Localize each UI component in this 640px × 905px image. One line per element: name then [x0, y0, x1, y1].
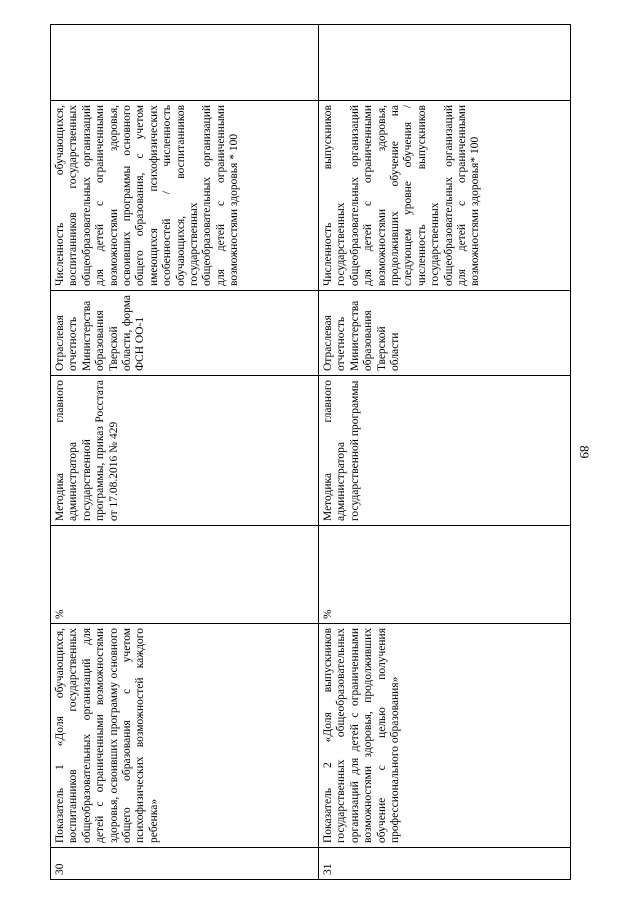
- rotated-page: [50, 25, 570, 880]
- source: Отраслевая отчетность Министерства образования Тверской области, форма ФСН ОО-1: [51, 291, 319, 376]
- indicator-name: Показатель 1 «Доля обучающихся, воспитанников государственных общеобразовательных организаций для детей с ограниченными возможностями здоровья, освоивших программу основного общего образования с учетом психофизических возможностей каждого ребенка»: [51, 624, 319, 848]
- table-row: [51, 25, 319, 880]
- row-number: 31: [319, 848, 571, 880]
- unit: %: [51, 526, 319, 624]
- extra-cell: [51, 25, 319, 101]
- method: Методика главного администратора государственной программы: [319, 376, 571, 526]
- table-row: [319, 25, 571, 880]
- source: Отраслевая отчетность Министерства образования Тверской области: [319, 291, 571, 376]
- indicator-table: [50, 24, 571, 880]
- page-number: 89: [577, 445, 592, 459]
- indicator-name: Показатель 2 «Доля выпускников государственных общеобразовательных организаций для детей с ограниченными возможностями здоровья, продолживших обучение с целью получения профессионального образования»: [319, 624, 571, 848]
- extra-cell: [319, 25, 571, 101]
- row-number: 30: [51, 848, 319, 880]
- method: Методика главного администратора государственной программы, приказ Росстата от 17.08.2016 № 429: [51, 376, 319, 526]
- unit: %: [319, 526, 571, 624]
- formula: Численность обучающихся, воспитанников государственных общеобразовательных организаций для детей с ограниченными возможностями здоровья, освоивших программы основного общего образования, с учетом имеющихся психофизических особенностей / численность обучающихся, воспитанников государственных общеобразовательных организаций для детей с ограниченными возможностями здоровья * 100: [51, 101, 319, 291]
- formula: Численность выпускников государственных общеобразовательных организаций для детей с ограниченными возможностями здоровья, продолживших обучение на следующем уровне обучения / численность выпускников государственных общеобразовательных организаций для детей с ограниченными возможностями здоровья* 100: [319, 101, 571, 291]
